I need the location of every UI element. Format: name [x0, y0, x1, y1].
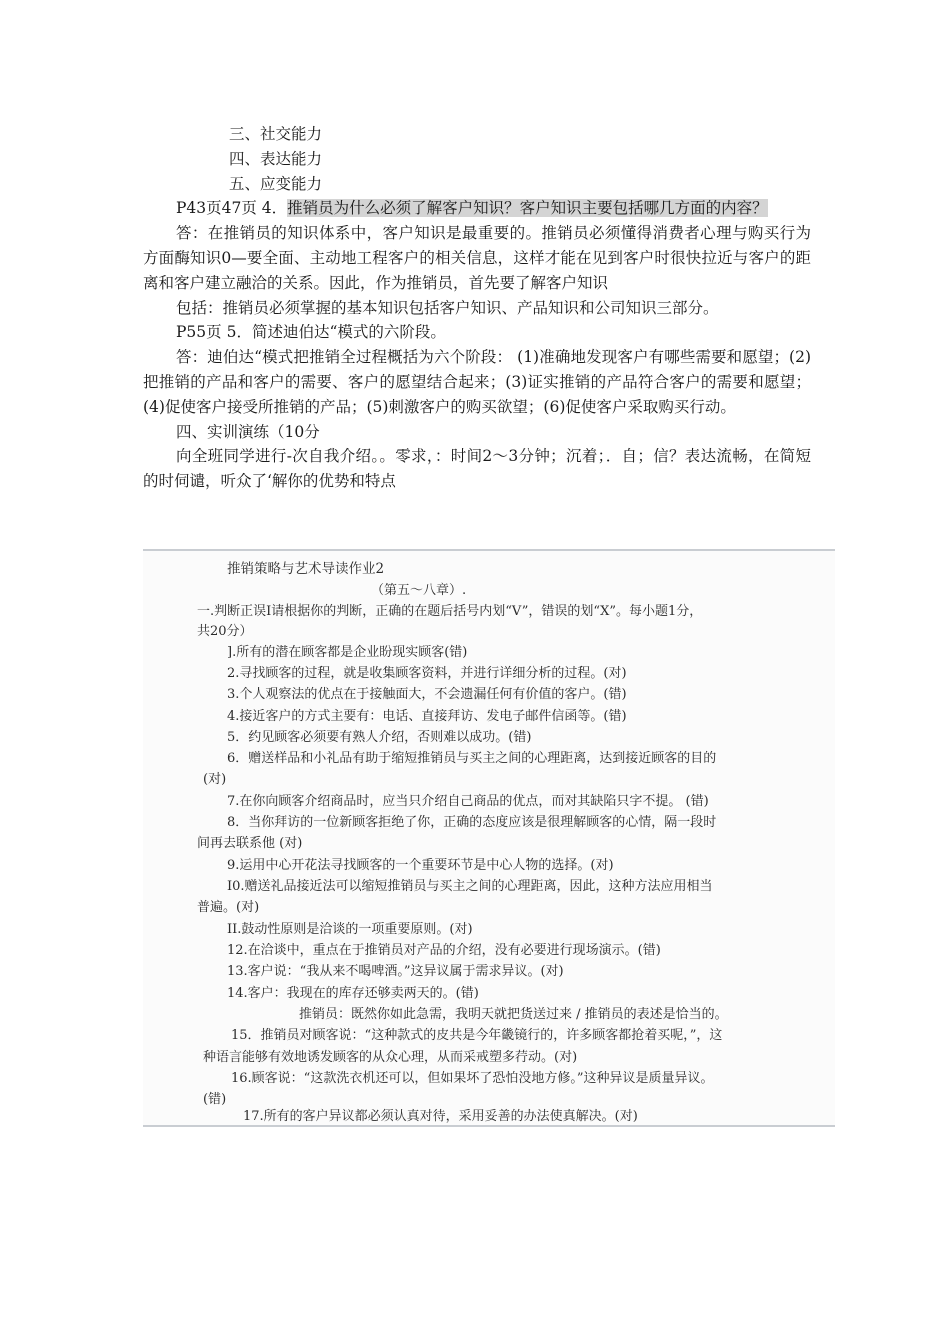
scan-title: 推销策略与艺术导读作业2 — [227, 561, 385, 577]
scan-item: 普遍。(对) — [197, 900, 260, 915]
scan-item: 4.接近客户的方式主要有：电话、直接拜访、发电子邮件信函等。(错) — [227, 709, 627, 724]
scan-item: 7.在你向顾客介绍商品时，应当只介绍自己商品的优点，而对其缺陷只字不提。 (错) — [227, 794, 709, 809]
scanned-homework-image — [143, 549, 835, 1127]
scan-item: I0.赠送礼品接近法可以缩短推销员与买主之间的心理距离，因此，这种方法应用相当 — [227, 879, 713, 894]
list-item: 四、表达能力 — [229, 149, 323, 168]
scan-item: II.鼓动性原则是洽谈的一项重要原则。(对) — [227, 922, 473, 937]
scan-item: 2.寻找顾客的过程，就是收集顾客资料，并进行详细分析的过程。(对) — [227, 666, 627, 681]
scan-item: 9.运用中心开花法寻找顾客的一个重要环节是中心人物的选择。(对) — [227, 858, 614, 873]
scan-item: 种语言能够有效地诱发顾客的从众心理，从而采戒塑多荇动。(对) — [203, 1050, 578, 1065]
list-item: 五、应变能力 — [229, 174, 323, 193]
question-4-ref: P43页47页 4． — [176, 199, 288, 218]
scan-item: 推销员：既然你如此急需，我明天就把货送过来 / 推销员的表述是恰当的。 — [299, 1007, 728, 1022]
scan-item: 3.个人观察法的优点在于接触面大，不会遗漏任何有价值的客户。(错) — [227, 687, 627, 702]
scan-item: (对) — [203, 772, 227, 787]
scan-item: 8．当你拜访的一位新顾客拒绝了你，正确的态度应该是很理解顾客的心情，隔一段时 — [227, 815, 717, 830]
scan-item: 15．推销员对顾客说：“这种款式的皮共是今年畿镜行的，许多顾客都抢着买呢，”，这 — [231, 1028, 723, 1043]
list-item: 三、社交能力 — [229, 125, 323, 143]
scan-item: 6．赠送样品和小礼品有助于缩短推销员与买主之间的心理距离，达到接近顾客的目的 — [227, 751, 717, 766]
scan-item: ].所有的潜在顾客都是企业盼现实顾客(错) — [227, 645, 468, 660]
scan-subtitle: （第五～八章）. — [371, 583, 467, 598]
answer-4-summary: 包括：推销员必须掌握的基本知识包括客户知识、产品知识和公司知识三部分。 — [176, 298, 719, 317]
scan-item: 17.所有的客户异议都必须认真对待，采用妥善的办法使真解决。(对) — [243, 1109, 638, 1124]
question-5: P55页 5．简述迪伯达“模式的六阶段。 — [176, 323, 446, 342]
answer-4: 答：在推销员的知识体系中，客户知识是最重要的。推销员必须懂得消费者心理与购买行为方面酶知识0—要全面、主动地工程客户的相关信息，这样才能在见到客户时很快拉近与客户的距离和客户建立融洽的关系。因此，作为推销员，首先要了解客户知识 — [143, 224, 811, 292]
answer-5: 答：迪伯达“模式把推销全过程概括为六个阶段： (1)准确地发现客户有哪些需要和愿望；(2)把推销的产品和客户的需要、客户的愿望结合起来；(3)证实推销的产品符合客户的需要和愿望；(4)促使客户接受所推销的产品；(5)刺激客户的购买欲望；(6)促使客户采取购买行动。 — [143, 348, 811, 416]
scan-item: 12.在洽谈中，重点在于推销员对产品的介绍，没有必要进行现场演示。(错) — [227, 943, 661, 958]
section-heading: 四、实训演练（10分 — [176, 422, 320, 441]
scan-item: 14.客户：我现在的库存还够卖两天的。(错) — [227, 986, 479, 1001]
scan-instruction: 共20分） — [197, 624, 253, 639]
scan-item: 间再去联系他 (对) — [197, 836, 303, 851]
scan-instruction: 一.判断正误I请根据你的判断，正确的在题后括号内划“V”，错误的划“X”。每小题1分， — [197, 604, 703, 619]
scan-item: 13.客户说：“我从来不喝啤酒。”这异议属于需求异议。(对) — [227, 964, 564, 979]
scan-item: 16.顾客说：“这款洗衣机还可以，但如果坏了恐怕没地方修。”这种异议是质量异议。 — [231, 1071, 714, 1086]
scan-item: 5．约见顾客必须要有熟人介绍，否则难以成功。(错) — [227, 730, 532, 745]
typed-text-block — [143, 122, 811, 494]
training-task: 向全班同学进行-次自我介绍。。零求，：时间2～3分钟；沉着；．自；信？表达流畅，在简短的时伺谴，听众了‘解你的优势和特点 — [143, 447, 811, 491]
question-4 — [143, 196, 811, 221]
question-4-highlight: 推销员为什么必须了解客户知识？客户知识主要包括哪几方面的内容？ — [287, 199, 768, 218]
scan-item: (错) — [203, 1092, 227, 1107]
